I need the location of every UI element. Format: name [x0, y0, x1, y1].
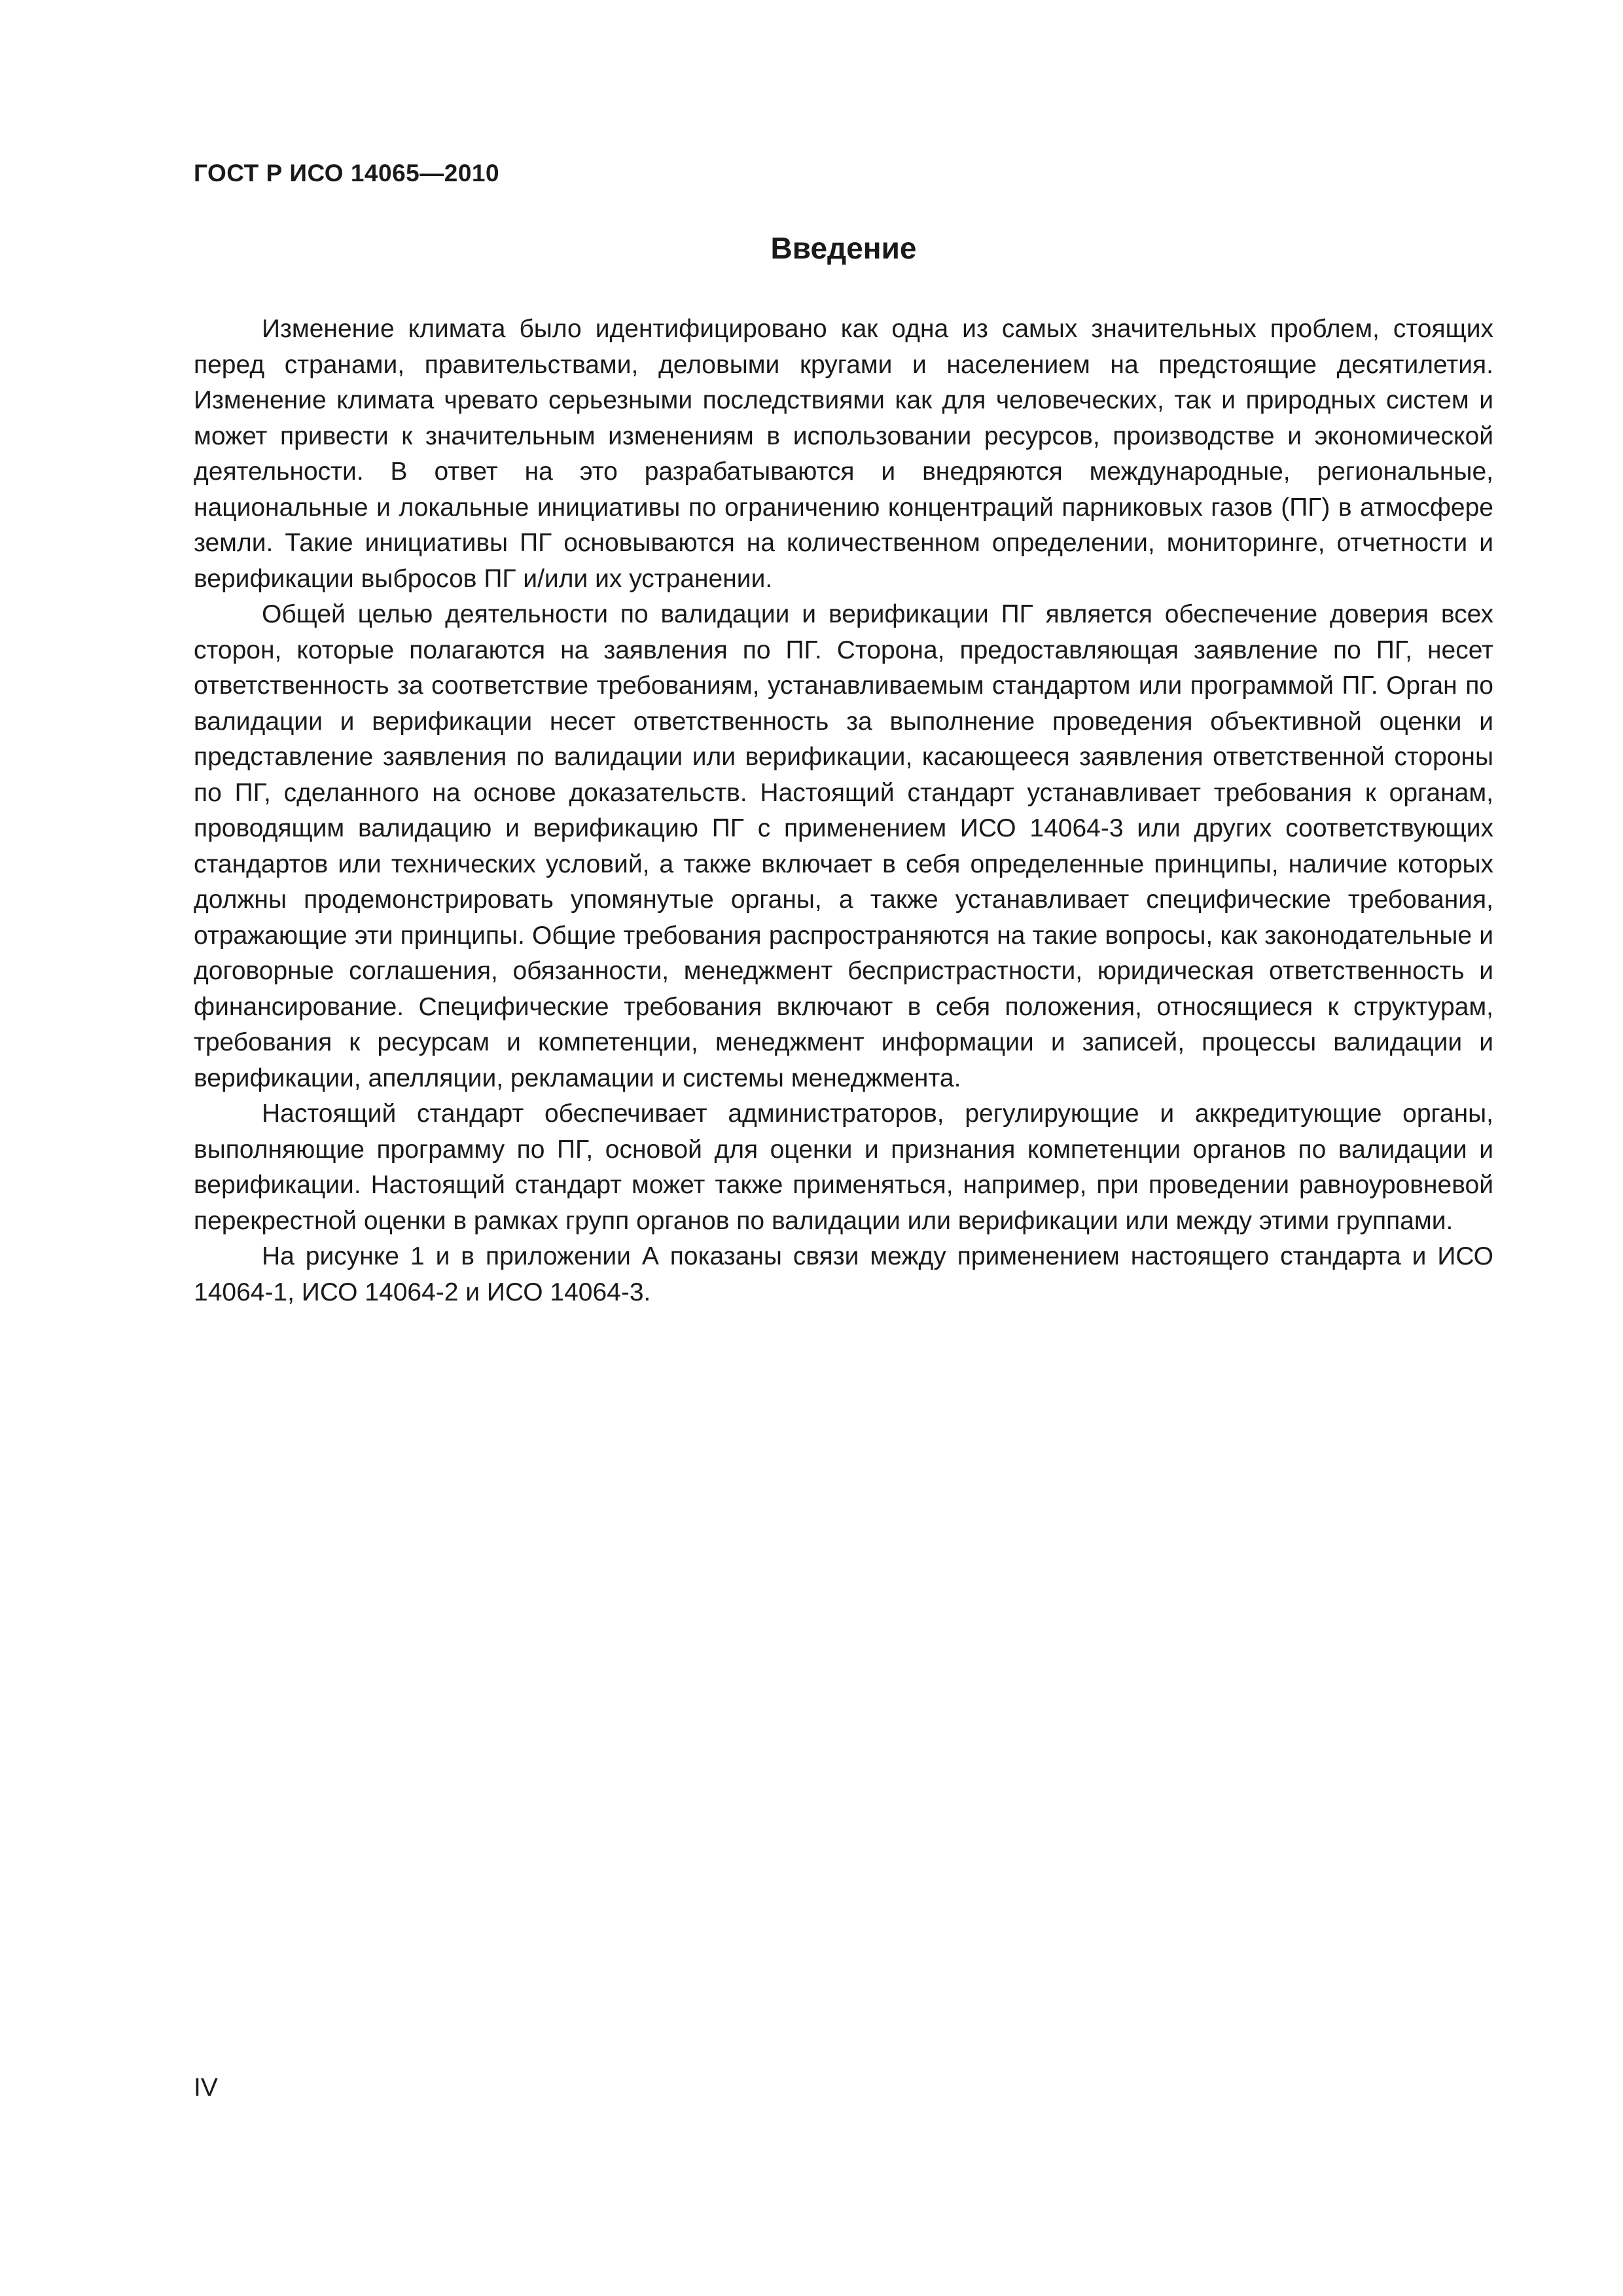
- paragraph: Изменение климата было идентифицировано как одна из самых значительных проблем, стоящих перед странами, правительствами, деловыми кругами и населением на предстоящие десятилетия. Изменение климата чревато серьезными последствиями как для человеческих, так и природных систем и может привести к значительным изменениям в использовании ресурсов, производстве и экономической деятельности. В ответ на это разрабатываются и внедряются международные, региональные, национальные и локальные инициативы по ограничению концентраций парниковых газов (ПГ) в атмосфере земли. Такие инициативы ПГ основываются на количественном определении, мониторинге, отчетности и верификации выбросов ПГ и/или их устранении.: [194, 315, 1493, 593]
- body-text: [194, 312, 1493, 1310]
- paragraph: Настоящий стандарт обеспечивает администраторов, регулирующие и аккредитующие органы, выполняющие программу по ПГ, основой для оценки и признания компетенции органов по валидации и верификации. Настоящий стандарт может также применяться, например, при проведении равноуровневой перекрестной оценки в рамках групп органов по валидации или верификации или между этими группами.: [194, 1100, 1493, 1235]
- page-number: IV: [194, 2073, 218, 2102]
- paragraph: На рисунке 1 и в приложении А показаны связи между применением настоящего стандарта и ИСО 14064-1, ИСО 14064-2 и ИСО 14064-3.: [194, 1242, 1493, 1306]
- section-title: Введение: [770, 231, 917, 265]
- document-header-standard-id: ГОСТ Р ИСО 14065—2010: [194, 160, 500, 187]
- paragraph: Общей целью деятельности по валидации и верификации ПГ является обеспечение доверия всех сторон, которые полагаются на заявления по ПГ. Сторона, предоставляющая заявление по ПГ, несет ответственность за соответствие требованиям, устанавливаемым стандартом или программой ПГ. Орган по валидации и верификации несет ответственность за выполнение проведения объективной оценки и представление заявления по валидации или верификации, касающееся заявления ответственной стороны по ПГ, сделанного на основе доказательств. Настоящий стандарт устанавливает требования к органам, проводящим валидацию и верификацию ПГ с применением ИСО 14064-3 или других соответствующих стандартов или технических условий, а также включает в себя определенные принципы, наличие которых должны продемонстрировать упомянутые органы, а также устанавливает специфические требования, отражающие эти принципы. Общие требования распространяются на такие вопросы, как законодательные и договорные соглашения, обязанности, менеджмент беспристрастности, юридическая ответственность и финансирование. Специфические требования включают в себя положения, относящиеся к структурам, требования к ресурсам и компетенции, менеджмент информации и записей, процессы валидации и верификации, апелляции, рекламации и системы менеджмента.: [194, 600, 1493, 1092]
